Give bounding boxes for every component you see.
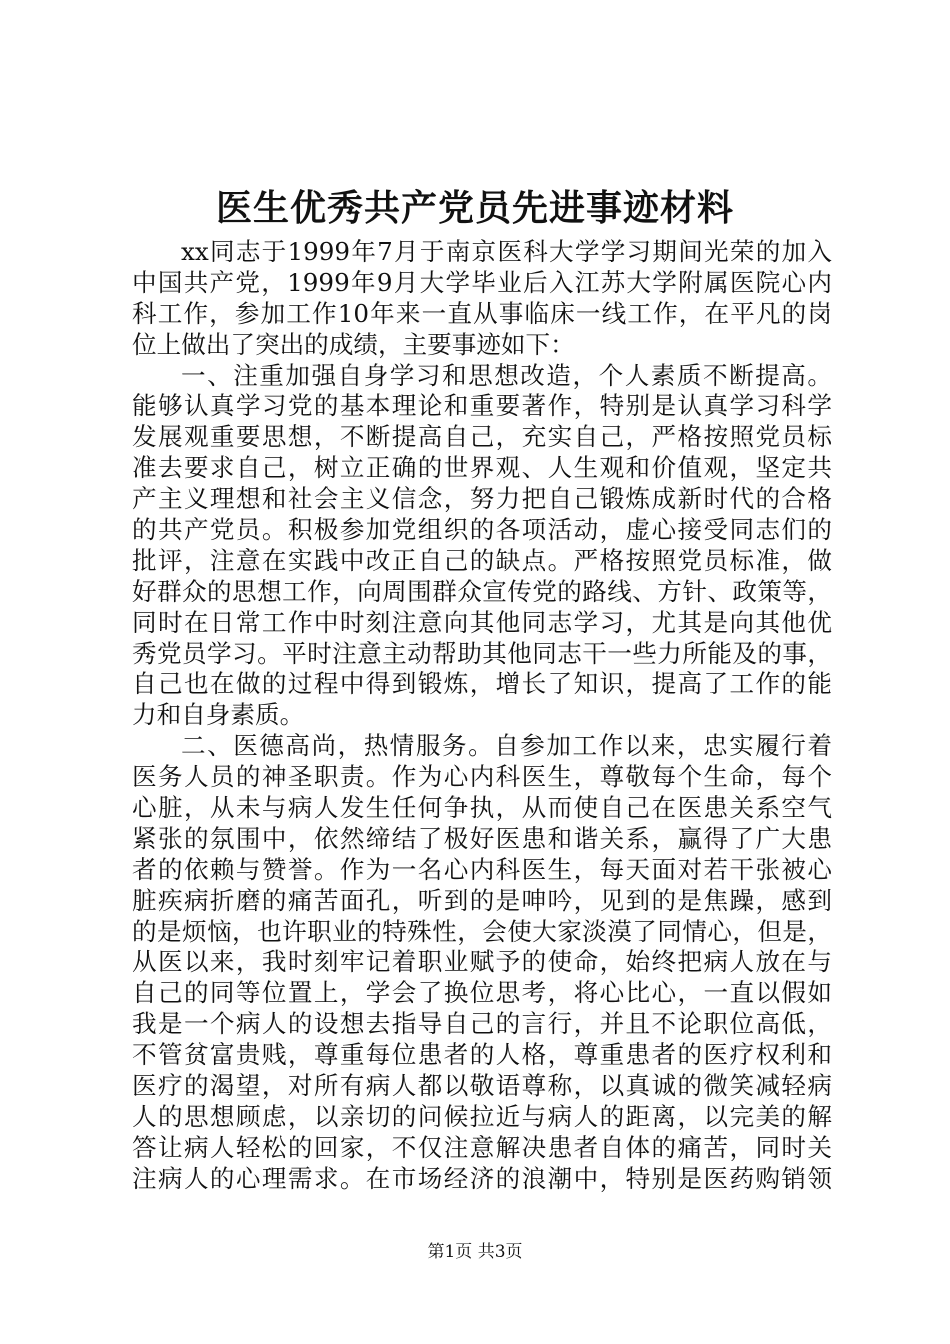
body-line: 医疗的渴望，对所有病人都以敬语尊称，以真诚的微笑减轻病 <box>132 1071 832 1101</box>
body-line: 同时在日常工作中时刻注意向其他同志学习，尤其是向其他优 <box>132 607 832 637</box>
body-line: 自己也在做的过程中得到锻炼，增长了知识，提高了工作的能 <box>132 669 832 699</box>
body-line: 紧张的氛围中，依然缔结了极好医患和谐关系，赢得了广大患 <box>132 823 832 853</box>
body-line: 答让病人轻松的回家，不仅注意解决患者自体的痛苦，同时关 <box>132 1132 832 1162</box>
body-line: 好群众的思想工作，向周围群众宣传党的路线、方针、政策等， <box>132 576 832 606</box>
body-line: 心脏，从未与病人发生任何争执，从而使自己在医患关系空气 <box>132 793 832 823</box>
body-line: 力和自身素质。 <box>132 700 305 730</box>
body-line: 准去要求自己，树立正确的世界观、人生观和价值观，坚定共 <box>132 453 832 483</box>
body-line: 位上做出了突出的成绩，主要事迹如下： <box>132 329 575 359</box>
body-line: 二、医德高尚，热情服务。自参加工作以来，忠实履行着 <box>181 731 832 761</box>
body-line: 发展观重要思想，不断提高自己，充实自己，严格按照党员标 <box>132 422 832 452</box>
body-line: 秀党员学习。平时注意主动帮助其他同志干一些力所能及的事， <box>132 638 832 668</box>
body-line: 一、注重加强自身学习和思想改造，个人素质不断提高。 <box>181 360 832 390</box>
body-line: 能够认真学习党的基本理论和重要著作，特别是认真学习科学 <box>132 391 832 421</box>
body-line: 我是一个病人的设想去指导自己的言行，并且不论职位高低， <box>132 1009 832 1039</box>
body-line: xx同志于1999年7月于南京医科大学学习期间光荣的加入 <box>181 237 832 266</box>
body-line: 的共产党员。积极参加党组织的各项活动，虚心接受同志们的 <box>132 515 832 545</box>
body-line: 批评，注意在实践中改正自己的缺点。严格按照党员标准，做 <box>132 545 832 575</box>
body-line: 科工作，参加工作10年来一直从事临床一线工作，在平凡的岗 <box>132 298 832 328</box>
body-line: 产主义理想和社会主义信念，努力把自己锻炼成新时代的合格 <box>132 484 832 514</box>
body-line: 不管贫富贵贱，尊重每位患者的人格，尊重患者的医疗权利和 <box>132 1040 832 1070</box>
body-line: 自己的同等位置上，学会了换位思考，将心比心，一直以假如 <box>132 978 832 1008</box>
body-line: 者的依赖与赞誉。作为一名心内科医生，每天面对若干张被心 <box>132 854 832 884</box>
body-line: 人的思想顾虑，以亲切的问候拉近与病人的距离，以完美的解 <box>132 1101 832 1131</box>
document-body <box>132 237 832 1195</box>
body-line: 从医以来，我时刻牢记着职业赋予的使命，始终把病人放在与 <box>132 947 832 977</box>
body-line: 注病人的心理需求。在市场经济的浪潮中，特别是医药购销领 <box>132 1163 832 1193</box>
body-line: 脏疾病折磨的痛苦面孔，听到的是呻吟，见到的是焦躁，感到 <box>132 885 832 915</box>
page-footer: 第1页 共3页 <box>427 1242 523 1262</box>
body-line: 医务人员的神圣职责。作为心内科医生，尊敬每个生命，每个 <box>132 762 832 792</box>
body-line: 中国共产党，1999年9月大学毕业后入江苏大学附属医院心内 <box>132 267 832 297</box>
document-title: 医生优秀共产党员先进事迹材料 <box>215 187 734 229</box>
body-line: 的是烦恼，也许职业的特殊性，会使大家淡漠了同情心，但是， <box>132 916 832 946</box>
